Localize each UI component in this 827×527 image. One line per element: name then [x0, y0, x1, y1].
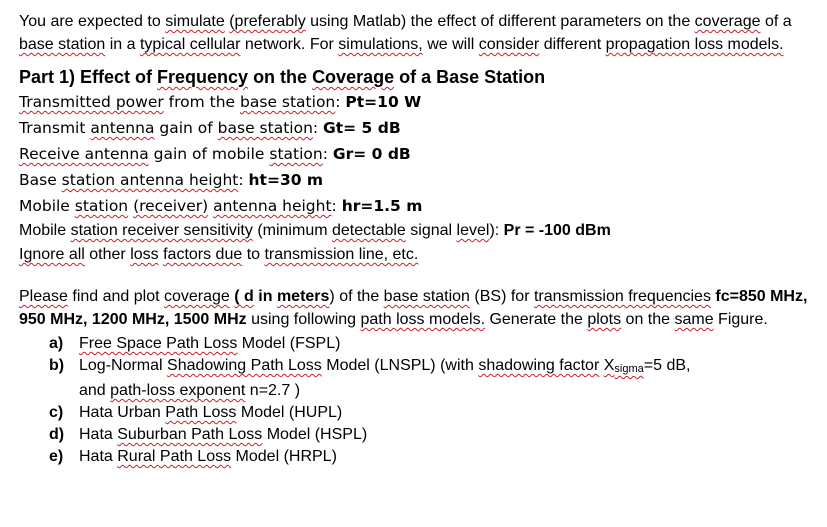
task-text: Generate the: [485, 311, 588, 328]
param-bs-height: [19, 167, 809, 193]
list-item: [49, 446, 809, 468]
intro-text: network. For: [240, 36, 339, 53]
assignment-document: [19, 10, 809, 468]
param-ignore-note: [19, 243, 809, 267]
param-transmitted-power: [19, 89, 809, 115]
task-text: find and plot: [67, 288, 164, 305]
intro-text: using Matlab) the effect of different parameters on the: [305, 13, 695, 30]
spell-flagged-word: Frequency: [157, 67, 249, 87]
spell-flagged-word: coverage: [164, 288, 230, 305]
param-text: to: [242, 246, 265, 263]
spell-flagged-word: transmission line, etc.: [264, 246, 419, 263]
task-text: on the: [621, 311, 675, 328]
model-list: [49, 333, 809, 468]
param-text: :: [322, 145, 333, 163]
spell-flagged-word: station antenna height: [61, 171, 239, 189]
spell-flagged-word: plots: [587, 311, 622, 328]
spell-flagged-word: Transmitted power: [19, 93, 164, 111]
param-receive-gain: [19, 141, 809, 167]
param-value: Gt= 5 dB: [323, 119, 401, 137]
intro-text: of a: [760, 13, 792, 30]
list-item: [49, 402, 809, 424]
intro-text: we will: [422, 36, 479, 53]
param-text: ):: [489, 222, 504, 239]
spell-flagged-word: detectable: [331, 222, 406, 239]
spell-flagged-word: base station: [19, 36, 106, 53]
spell-flagged-word: loss: [130, 246, 159, 263]
spell-flagged-word: base station: [383, 288, 470, 305]
task-text: (BS) for: [469, 288, 534, 305]
spell-flagged-word: station: [269, 145, 323, 163]
symbol-subscript: sigma: [614, 363, 644, 375]
item-text: Model (LNSPL) (with: [321, 357, 479, 374]
part1-heading: [19, 65, 809, 89]
param-text: :: [335, 93, 346, 111]
list-marker: b): [49, 357, 65, 374]
param-value: hr=1.5 m: [341, 197, 423, 215]
item-text: Hata Urban: [79, 404, 166, 421]
spell-flagged-word: station: [74, 197, 129, 215]
list-marker: e): [49, 448, 64, 465]
param-text: Mobile: [19, 222, 71, 239]
spell-flagged-word: transmission frequencies: [533, 288, 711, 305]
param-text: Mobile: [19, 197, 75, 215]
item-text: Hata: [79, 426, 118, 443]
intro-paragraph: [19, 10, 809, 56]
spell-flagged-word: simulations,: [338, 36, 423, 53]
spell-flagged-word: level: [456, 222, 490, 239]
spell-flagged-word: simulate: [165, 13, 225, 30]
list-item: [49, 355, 809, 402]
task-text: ) of the: [329, 288, 384, 305]
item-text: Hata: [79, 448, 118, 465]
spell-flagged-word: Shadowing Path Loss: [167, 357, 322, 374]
spell-flagged-word: meters: [276, 288, 330, 305]
item-text: Model (HSPL): [262, 426, 368, 443]
item-text: =5 dB,: [643, 357, 691, 374]
task-text: using following: [246, 311, 361, 328]
spell-flagged-word: propagation loss models.: [605, 36, 784, 53]
spell-flagged-word: path-loss exponent: [110, 382, 246, 399]
spell-flagged-word: Rural Path Loss: [117, 448, 232, 465]
spell-flagged-word: path loss models.: [360, 311, 486, 328]
param-text: Transmit: [19, 119, 91, 137]
spell-flagged-word: same: [674, 311, 714, 328]
param-value: ht=30 m: [248, 171, 324, 189]
spell-flagged-word: station receiver sensitivity: [70, 222, 253, 239]
list-marker: a): [49, 335, 64, 352]
heading-text: Part 1) Effect of: [19, 67, 158, 87]
list-item: [49, 424, 809, 446]
task-text: in: [253, 288, 277, 305]
spell-flagged-word: antenna: [90, 119, 155, 137]
param-value: Gr= 0 dB: [332, 145, 411, 163]
param-value: Pt=10 W: [345, 93, 422, 111]
spell-flagged-word: shadowing factor: [478, 357, 600, 374]
param-ms-height: [19, 193, 809, 219]
spell-flagged-word: coverage: [694, 13, 761, 30]
task-text: Figure.: [713, 311, 768, 328]
param-receiver-sensitivity: [19, 219, 809, 243]
spell-flagged-word: base station: [240, 93, 336, 111]
param-text: :: [238, 171, 249, 189]
param-text: (minimum: [252, 222, 332, 239]
heading-text: on the: [248, 67, 313, 87]
spell-flagged-word: typical cellular: [139, 36, 241, 53]
spell-flagged-word: antenna height: [213, 197, 332, 215]
list-marker: d): [49, 426, 65, 443]
list-marker: c): [49, 404, 64, 421]
spell-flagged-word: (preferably: [229, 13, 306, 30]
item-text: Model (HRPL): [231, 448, 337, 465]
param-text: from the: [163, 93, 241, 111]
heading-text: of a Base Station: [394, 67, 546, 87]
spell-flagged-word: factors due: [163, 246, 243, 263]
spell-flagged-word: Suburban Path Loss: [117, 426, 263, 443]
item-text: Log-Normal: [79, 357, 168, 374]
intro-text: in a: [105, 36, 140, 53]
param-text: :: [331, 197, 342, 215]
item-text: Model (FSPL): [237, 335, 341, 352]
frequency-values: fc=850 MHz, 950 MHz, 1200 MHz, 1500 MHz: [19, 288, 808, 328]
spell-flagged-word: Path Loss: [165, 404, 237, 421]
param-text: Base: [19, 171, 62, 189]
param-text: gain of mobile: [148, 145, 270, 163]
param-text: gain of: [154, 119, 218, 137]
spell-flagged-word: Ignore all: [19, 246, 85, 263]
spell-flagged-word: base station: [217, 119, 313, 137]
task-paragraph: [19, 285, 809, 331]
param-transmit-gain: [19, 115, 809, 141]
param-text: :: [312, 119, 324, 137]
spell-flagged-word: consider: [478, 36, 540, 53]
spell-flagged-word: Coverage: [312, 67, 395, 87]
item-text: and: [79, 382, 111, 399]
intro-text: different: [539, 36, 606, 53]
intro-text: You are expected to: [19, 13, 166, 30]
param-text: other: [84, 246, 131, 263]
symbol-x: X: [603, 357, 615, 374]
spell-flagged-word: Receive antenna: [19, 145, 149, 163]
spell-flagged-word: ( d: [234, 288, 254, 305]
spell-flagged-word: Free Space Path Loss: [79, 335, 238, 352]
spell-flagged-word: (receiver): [133, 197, 209, 215]
item-text: n=2.7 ): [245, 382, 301, 399]
list-item: [49, 333, 809, 355]
spell-flagged-word: Please: [19, 288, 68, 305]
param-value: Pr = -100 dBm: [503, 222, 611, 239]
param-text: signal: [405, 222, 457, 239]
item-text: Model (HUPL): [236, 404, 343, 421]
